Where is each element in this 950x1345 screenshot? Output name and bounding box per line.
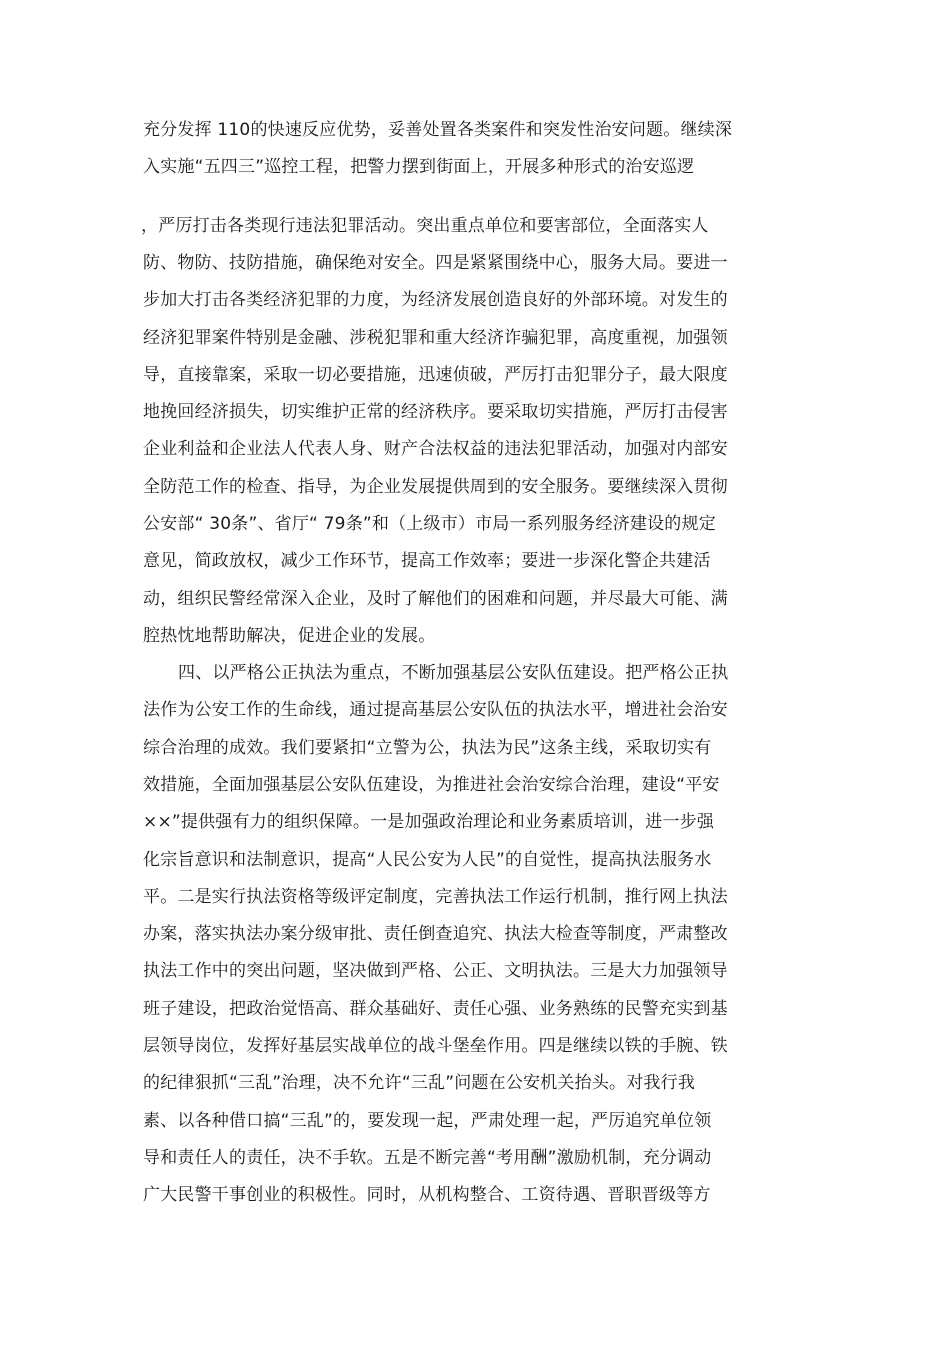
text-line: 入实施“五四三”巡控工程，把警力摆到街面上，开展多种形式的治安巡逻 bbox=[143, 157, 695, 177]
text-line: 层领导岗位，发挥好基层实战单位的战斗堡垒作用。四是继续以铁的手腕、铁 bbox=[143, 1036, 728, 1056]
text-line: 广大民警干事创业的积极性。同时，从机构整合、工资待遇、晋职晋级等方 bbox=[143, 1185, 711, 1205]
text-line: ××”提供强有力的组织保障。一是加强政治理论和业务素质培训，进一步强 bbox=[143, 812, 715, 832]
text-line: 全防范工作的检查、指导，为企业发展提供周到的安全服务。要继续深入贯彻 bbox=[143, 477, 728, 497]
text-line: 动，组织民警经常深入企业，及时了解他们的困难和问题，并尽最大可能、满 bbox=[143, 589, 728, 609]
text-line: 充分发挥 110的快速反应优势，妥善处置各类案件和突发性治安问题。继续深 bbox=[143, 120, 733, 140]
text-line: 导，直接靠案，采取一切必要措施，迅速侦破，严厉打击犯罪分子，最大限度 bbox=[143, 365, 728, 385]
text-line: 班子建设，把政治觉悟高、群众基础好、责任心强、业务熟练的民警充实到基 bbox=[143, 999, 728, 1019]
text-line: 办案，落实执法办案分级审批、责任倒查追究、执法大检查等制度，严肃整改 bbox=[143, 924, 728, 944]
text-line: 素、以各种借口搞“三乱”的，要发现一起，严肃处理一起，严厉追究单位领 bbox=[143, 1111, 712, 1131]
text-line: 效措施，全面加强基层公安队伍建设，为推进社会治安综合治理，建设“平安 bbox=[143, 775, 720, 795]
text-line: 意见，简政放权，减少工作环节，提高工作效率；要进一步深化警企共建活 bbox=[143, 551, 711, 571]
text-line: 综合治理的成效。我们要紧扣“立警为公，执法为民”这条主线，采取切实有 bbox=[143, 738, 712, 758]
text-line: 的纪律狠抓“三乱”治理，决不允许“三乱”问题在公安机关抬头。对我行我 bbox=[143, 1073, 696, 1093]
text-line: ，严厉打击各类现行违法犯罪活动。突出重点单位和要害部位，全面落实人 bbox=[141, 216, 709, 236]
text-line: 法作为公安工作的生命线，通过提高基层公安队伍的执法水平，增进社会治安 bbox=[143, 700, 728, 720]
text-line: 经济犯罪案件特别是金融、涉税犯罪和重大经济诈骗犯罪，高度重视，加强领 bbox=[143, 328, 728, 348]
text-line: 防、物防、技防措施，确保绝对安全。四是紧紧围绕中心，服务大局。要进一 bbox=[143, 253, 728, 273]
text-line: 执法工作中的突出问题，坚决做到严格、公正、文明执法。三是大力加强领导 bbox=[143, 961, 728, 981]
text-line: 四、以严格公正执法为重点，不断加强基层公安队伍建设。把严格公正执 bbox=[178, 663, 729, 683]
text-line: 地挽回经济损失，切实维护正常的经济秩序。要采取切实措施，严厉打击侵害 bbox=[143, 402, 728, 422]
text-line: 公安部“ 30条”、省厅“ 79条”和（上级市）市局一系列服务经济建设的规定 bbox=[143, 514, 716, 534]
text-line: 腔热忱地帮助解决，促进企业的发展。 bbox=[143, 626, 436, 646]
text-line: 企业利益和企业法人代表人身、财产合法权益的违法犯罪活动，加强对内部安 bbox=[143, 439, 728, 459]
text-line: 导和责任人的责任，决不手软。五是不断完善“考用酬”激励机制，充分调动 bbox=[143, 1148, 712, 1168]
text-line: 平。二是实行执法资格等级评定制度，完善执法工作运行机制，推行网上执法 bbox=[143, 887, 728, 907]
text-line: 步加大打击各类经济犯罪的力度，为经济发展创造良好的外部环境。对发生的 bbox=[143, 290, 728, 310]
text-line: 化宗旨意识和法制意识，提高“人民公安为人民”的自觉性，提高执法服务水 bbox=[143, 850, 712, 870]
